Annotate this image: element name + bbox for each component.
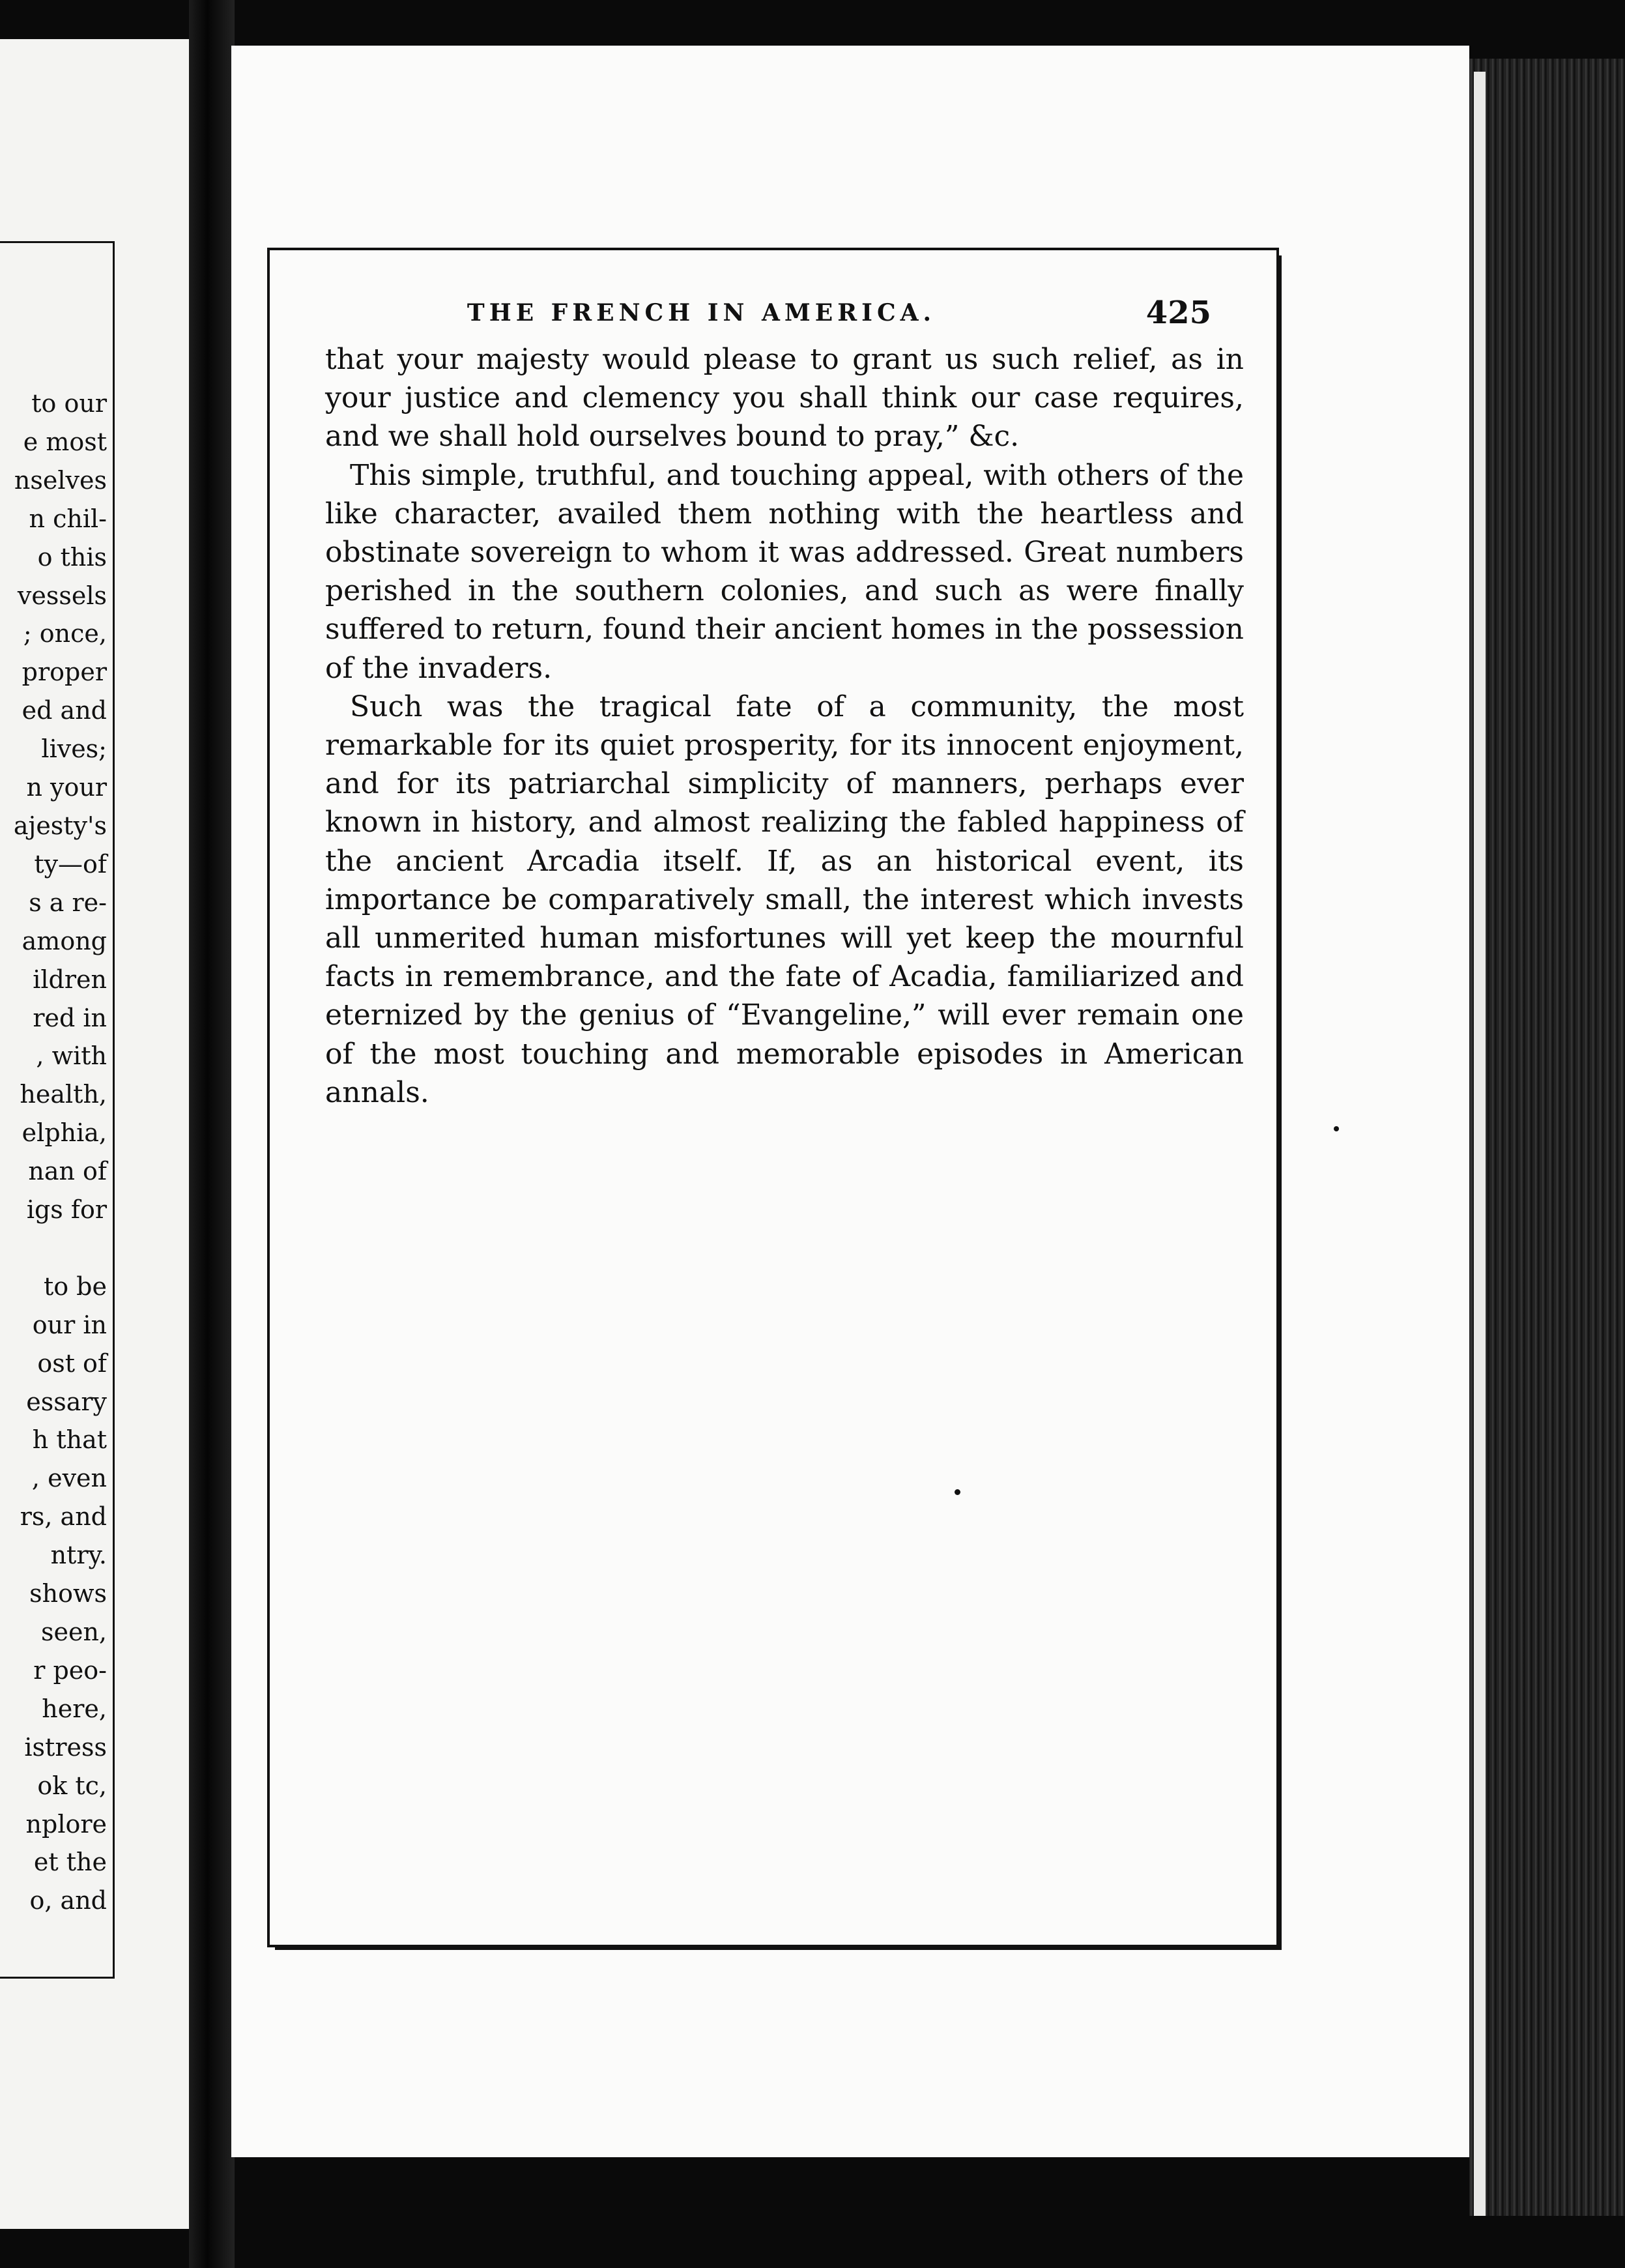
page-edge-highlight — [1474, 72, 1486, 2216]
previous-page-line: ok tc, — [37, 1771, 107, 1800]
previous-page-line: igs for — [26, 1195, 107, 1225]
previous-page-line: vessels — [17, 581, 107, 610]
previous-page-text — [0, 385, 107, 1920]
previous-page-line: proper — [22, 658, 107, 687]
previous-page-line: , even — [31, 1464, 107, 1493]
previous-page-line: essary — [26, 1387, 107, 1416]
paragraph: This simple, truthful, and touching appeal, with others of the like character, availed them nothing with the heartless and obstinate sovereign to whom it was addressed. Great numbers perished in the southern colonies, and such as were finally suffered to return, found their ancient homes in the possession of the invaders. — [325, 458, 1244, 685]
previous-page-line: rs, and — [20, 1502, 107, 1532]
previous-page-line: nan of — [28, 1157, 107, 1186]
previous-page-line: h that — [32, 1425, 107, 1455]
previous-page-line — [0, 1229, 107, 1268]
previous-page-line: e most — [23, 427, 107, 456]
previous-page-line: r peo- — [33, 1655, 107, 1685]
book-page — [231, 46, 1469, 2157]
previous-page-line: , with — [36, 1041, 107, 1071]
previous-page-line: to be — [43, 1272, 107, 1301]
previous-page-line: ost of — [37, 1348, 107, 1378]
previous-page-line: seen, — [40, 1618, 107, 1646]
previous-page-line: lives; — [41, 734, 107, 764]
previous-page-line: ; once, — [23, 619, 107, 648]
previous-page-line: et the — [33, 1848, 107, 1877]
running-head: THE FRENCH IN AMERICA. — [467, 299, 936, 327]
previous-page-line: o, and — [29, 1886, 107, 1915]
previous-page-line: here, — [42, 1694, 107, 1723]
previous-page-line: red in — [33, 1003, 107, 1032]
previous-page-line: shows — [29, 1579, 107, 1608]
previous-page-line: nplore — [25, 1809, 107, 1839]
previous-page-line: nselves — [14, 465, 107, 495]
previous-page-line: among — [22, 926, 107, 955]
previous-page-line: o this — [37, 542, 107, 572]
previous-page-line: our in — [32, 1310, 107, 1339]
book-fore-edge — [1469, 59, 1625, 2216]
ink-speck — [1334, 1126, 1339, 1131]
previous-page-line: to our — [31, 389, 107, 418]
previous-page-line: ildren — [33, 965, 107, 994]
book-spine — [189, 0, 235, 2268]
ink-speck — [955, 1489, 960, 1495]
previous-page-line: elphia, — [22, 1118, 107, 1148]
previous-page-line: n chil- — [29, 504, 107, 533]
previous-page-fragment — [0, 39, 189, 2229]
paragraph: that your majesty would please to grant us such relief, as in your justice and clemency you shall think our case requires, and we shall hold ourselves bound to pray,” &c. — [325, 343, 1244, 454]
previous-page-line: ty—of — [34, 849, 107, 879]
page-number: 425 — [1145, 295, 1211, 331]
previous-page-line: n your — [26, 773, 107, 802]
body-text — [325, 340, 1244, 1112]
previous-page-line: health, — [20, 1080, 107, 1109]
previous-page-line: ed and — [22, 696, 107, 725]
page-frame — [267, 248, 1279, 1947]
previous-page-line: istress — [24, 1732, 107, 1762]
paragraph: Such was the tragical fate of a community, the most remarkable for its quiet prosperity, for its innocent enjoyment, and for its patriarchal simplicity of manners, perhaps ever known in history, and almost realizing the fabled happiness of the ancient Arcadia itself. If, as an historical event, its importance be comparatively small, the interest which invests all unmerited human misfortunes will yet keep the mournful facts in remembrance, and the fate of Acadia, familiarized and eternized by the genius of “Evangeline,” will ever remain one of the most touching and memorable episodes in American annals. — [325, 690, 1244, 1109]
previous-page-line: ntry. — [50, 1541, 107, 1570]
previous-page-line: ajesty's — [13, 811, 107, 840]
previous-page-line: s a re- — [29, 888, 107, 917]
